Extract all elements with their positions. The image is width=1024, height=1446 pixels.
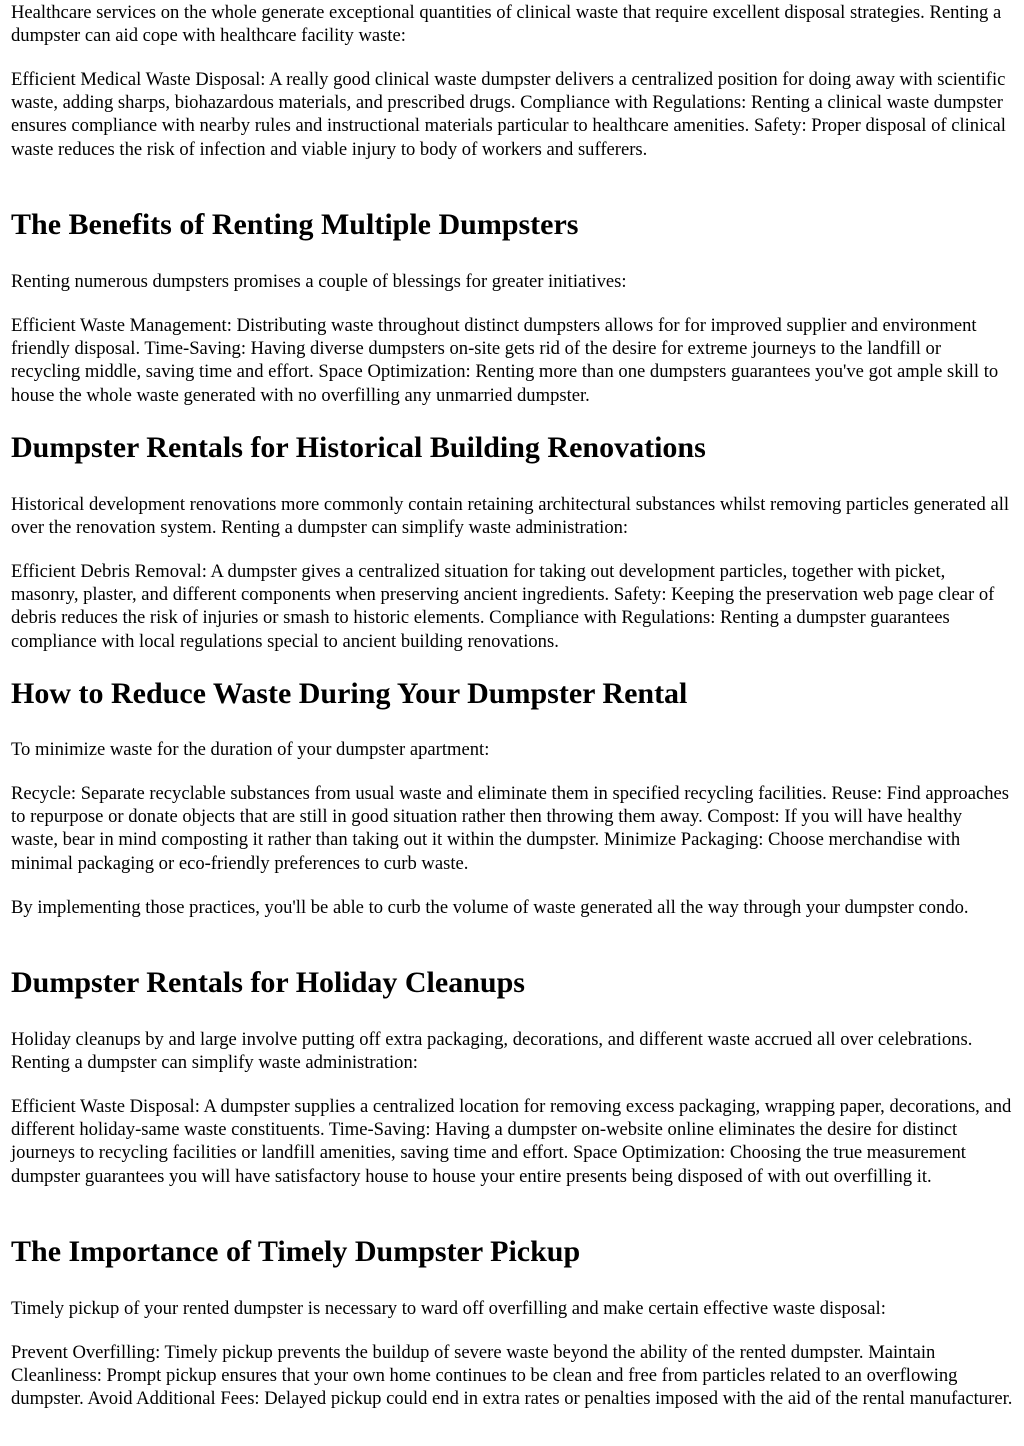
section-paragraph: Historical development renovations more commonly contain retaining architectural substances whilst removing particles generated all over the renovation system. Renting a dumpster can simplify waste administration: bbox=[11, 494, 1010, 539]
section-heading-multiple-dumpsters: The Benefits of Renting Multiple Dumpsters bbox=[11, 208, 579, 241]
section-paragraph: Timely pickup of your rented dumpster is necessary to ward off overfilling and make certain effective waste disposal: bbox=[11, 1298, 886, 1319]
section-paragraph: Holiday cleanups by and large involve putting off extra packaging, decorations, and different waste accrued all over celebrations. Renting a dumpster can simplify waste administration: bbox=[11, 1029, 973, 1074]
section-heading-reduce-waste: How to Reduce Waste During Your Dumpster Rental bbox=[11, 677, 688, 710]
section-paragraph: Renting numerous dumpsters promises a couple of blessings for greater initiatives: bbox=[11, 271, 627, 292]
section-paragraph: Efficient Waste Management: Distributing waste throughout distinct dumpsters allows for for improved supplier and environment friendly disposal. Time-Saving: Having diverse dumpsters on-site gets rid of the desire for extreme journeys to the landfill or recycling middle, saving time and effort. Space Optimization: Renting more than one dumpsters guarantees you've got ample skill to house the whole waste generated with no overfilling any unmarried dumpster. bbox=[11, 315, 999, 406]
section-paragraph: Prevent Overfilling: Timely pickup prevents the buildup of severe waste beyond the ability of the rented dumpster. Maintain Cleanliness: Prompt pickup ensures that your own home continues to be clean and free from particles related to an overflowing dumpster. Avoid Additional Fees: Delayed pickup could end in extra rates or penalties imposed with the aid of the rental manufacturer. bbox=[11, 1342, 1013, 1410]
section-paragraph: Recycle: Separate recyclable substances from usual waste and eliminate them in specified recycling facilities. Reuse: Find approaches to repurpose or donate objects that are still in good situation rather then throwing them away. Compost: If you will have healthy waste, bear in mind composting it rather than taking out it within the dumpster. Minimize Packaging: Choose merchandise with minimal packaging or eco-friendly preferences to curb waste. bbox=[11, 783, 1010, 874]
section-heading-holiday-cleanups: Dumpster Rentals for Holiday Cleanups bbox=[11, 966, 525, 999]
section-heading-historical-renovations: Dumpster Rentals for Historical Building Renovations bbox=[11, 431, 706, 464]
section-heading-timely-pickup: The Importance of Timely Dumpster Pickup bbox=[11, 1235, 581, 1268]
intro-list-paragraph: Efficient Medical Waste Disposal: A really good clinical waste dumpster delivers a centralized position for doing away with scientific waste, adding sharps, biohazardous materials, and prescribed drugs. Compliance with Regulations: Renting a clinical waste dumpster ensures compliance with nearby rules and instructional materials particular to healthcare amenities. Safety: Proper disposal of clinical waste reduces the risk of infection and viable injury to body of workers and sufferers. bbox=[11, 69, 1006, 160]
intro-paragraph: Healthcare services on the whole generate exceptional quantities of clinical waste that require excellent disposal strategies. Renting a dumpster can aid cope with healthcare facility waste: bbox=[11, 2, 1002, 47]
section-paragraph: Efficient Debris Removal: A dumpster gives a centralized situation for taking out development particles, together with picket, masonry, plaster, and different components when preserving ancient ingredients. Safety: Keeping the preservation web page clear of debris reduces the risk of injuries or smash to historic elements. Compliance with Regulations: Renting a dumpster guarantees compliance with local regulations special to ancient building renovations. bbox=[11, 561, 995, 652]
section-paragraph: To minimize waste for the duration of your dumpster apartment: bbox=[11, 739, 490, 760]
section-paragraph: By implementing those practices, you'll be able to curb the volume of waste generated all the way through your dumpster condo. bbox=[11, 897, 969, 918]
section-paragraph: Efficient Waste Disposal: A dumpster supplies a centralized location for removing excess packaging, wrapping paper, decorations, and different holiday-same waste constituents. Time-Saving: Having a dumpster on-website online eliminates the desire for distinct journeys to recycling facilities or landfill amenities, saving time and effort. Space Optimization: Choosing the true measurement dumpster guarantees you will have satisfactory house to house your entire presents being disposed of with out overfilling it. bbox=[11, 1096, 1012, 1187]
